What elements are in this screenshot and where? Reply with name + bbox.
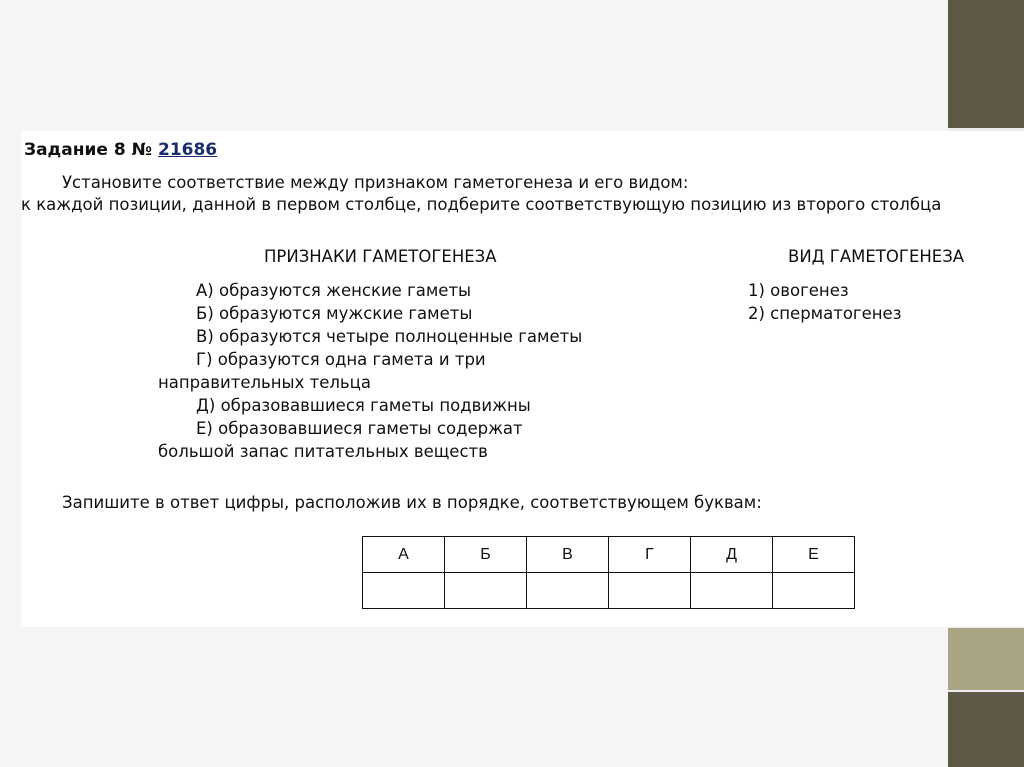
instruction-line-1: Установите соответствие между признаком гаметогенеза и его видом:: [62, 173, 689, 192]
feature-item-d: Д) образовавшиеся гаметы подвижны: [196, 396, 531, 415]
decor-stripe-bottom: [948, 692, 1024, 767]
answer-table-answers-row: [363, 573, 855, 609]
answer-letter-cell: В: [527, 537, 609, 573]
answer-letter-cell: Д: [691, 537, 773, 573]
answer-prompt: Запишите в ответ цифры, расположив их в порядке, соответствующем буквам:: [62, 493, 762, 512]
type-item-1: 1) овогенез: [748, 281, 849, 300]
feature-item-b: Б) образуются мужские гаметы: [196, 304, 473, 323]
task-heading: [24, 140, 217, 160]
answer-input-cell[interactable]: [773, 573, 855, 609]
type-item-2: 2) сперматогенез: [748, 304, 902, 323]
feature-item-v: В) образуются четыре полноценные гаметы: [196, 327, 583, 346]
feature-item-g-continuation: направительных тельца: [158, 373, 371, 392]
answer-table: [362, 536, 855, 609]
feature-item-e-continuation: большой запас питательных веществ: [158, 442, 488, 461]
feature-item-e: Е) образовавшиеся гаметы содержат: [196, 419, 523, 438]
task-number-link[interactable]: 21686: [157, 140, 218, 160]
decor-stripe-top: [948, 0, 1024, 128]
task-panel: [21, 131, 1024, 627]
task-title: Задание 8 №: [24, 140, 153, 160]
answer-input-cell[interactable]: [691, 573, 773, 609]
features-column-header: ПРИЗНАКИ ГАМЕТОГЕНЕЗА: [264, 247, 497, 266]
instruction-line-2: к каждой позиции, данной в первом столбце, подберите соответствующую позицию из второго столбца: [21, 195, 942, 214]
types-column-header: ВИД ГАМЕТОГЕНЕЗА: [788, 247, 965, 266]
feature-item-g: Г) образуются одна гамета и три: [196, 350, 486, 369]
answer-letter-cell: Г: [609, 537, 691, 573]
answer-letter-cell: Е: [773, 537, 855, 573]
answer-letter-cell: А: [363, 537, 445, 573]
answer-letter-cell: Б: [445, 537, 527, 573]
answer-input-cell[interactable]: [445, 573, 527, 609]
answer-input-cell[interactable]: [609, 573, 691, 609]
decor-stripe-middle: [948, 628, 1024, 690]
answer-input-cell[interactable]: [363, 573, 445, 609]
feature-item-a: А) образуются женские гаметы: [196, 281, 472, 300]
answer-table-letters-row: [363, 537, 855, 573]
answer-input-cell[interactable]: [527, 573, 609, 609]
